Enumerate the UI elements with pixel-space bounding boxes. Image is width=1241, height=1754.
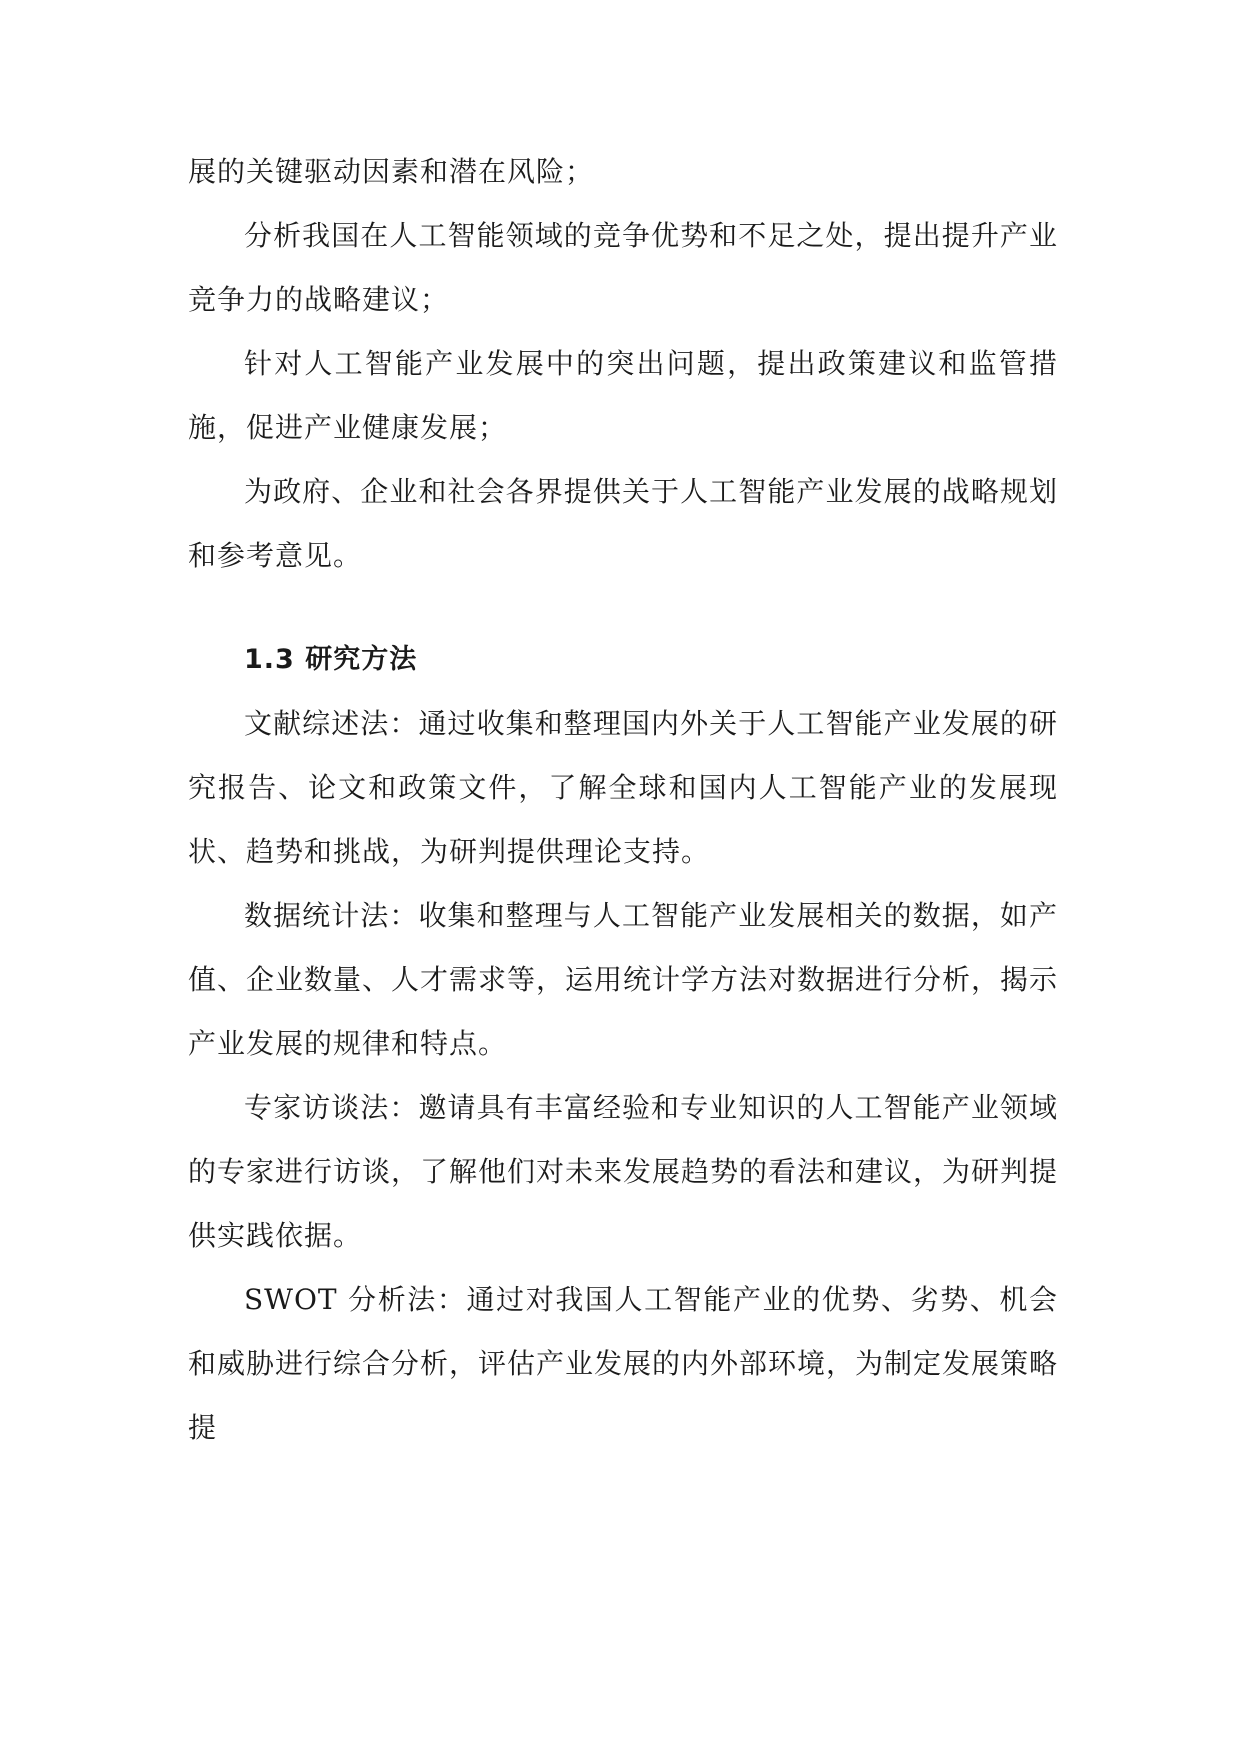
section-heading: 1.3 研究方法 (244, 644, 418, 675)
document-body (188, 140, 1058, 1460)
paragraph-policy-suggestions: 针对人工智能产业发展中的突出问题，提出政策建议和监管措施，促进产业健康发展； (188, 347, 1058, 444)
paragraph-continuation: 展的关键驱动因素和潜在风险； (188, 155, 595, 188)
paragraph-competitive-analysis: 分析我国在人工智能领域的竞争优势和不足之处，提出提升产业竞争力的战略建议； (188, 219, 1058, 316)
paragraph-literature-review: 文献综述法：通过收集和整理国内外关于人工智能产业发展的研究报告、论文和政策文件，了解全球和国内人工智能产业的发展现状、趋势和挑战，为研判提供理论支持。 (188, 707, 1058, 868)
paragraph-expert-interview: 专家访谈法：邀请具有丰富经验和专业知识的人工智能产业领域的专家进行访谈，了解他们对未来发展趋势的看法和建议，为研判提供实践依据。 (188, 1091, 1059, 1252)
paragraph-strategic-planning: 为政府、企业和社会各界提供关于人工智能产业发展的战略规划和参考意见。 (188, 475, 1058, 572)
paragraph-data-statistics: 数据统计法：收集和整理与人工智能产业发展相关的数据，如产值、企业数量、人才需求等，运用统计学方法对数据进行分析，揭示产业发展的规律和特点。 (188, 899, 1059, 1060)
paragraph-swot-analysis: SWOT 分析法：通过对我国人工智能产业的优势、劣势、机会和威胁进行综合分析，评估产业发展的内外部环境，为制定发展策略提 (188, 1283, 1059, 1444)
